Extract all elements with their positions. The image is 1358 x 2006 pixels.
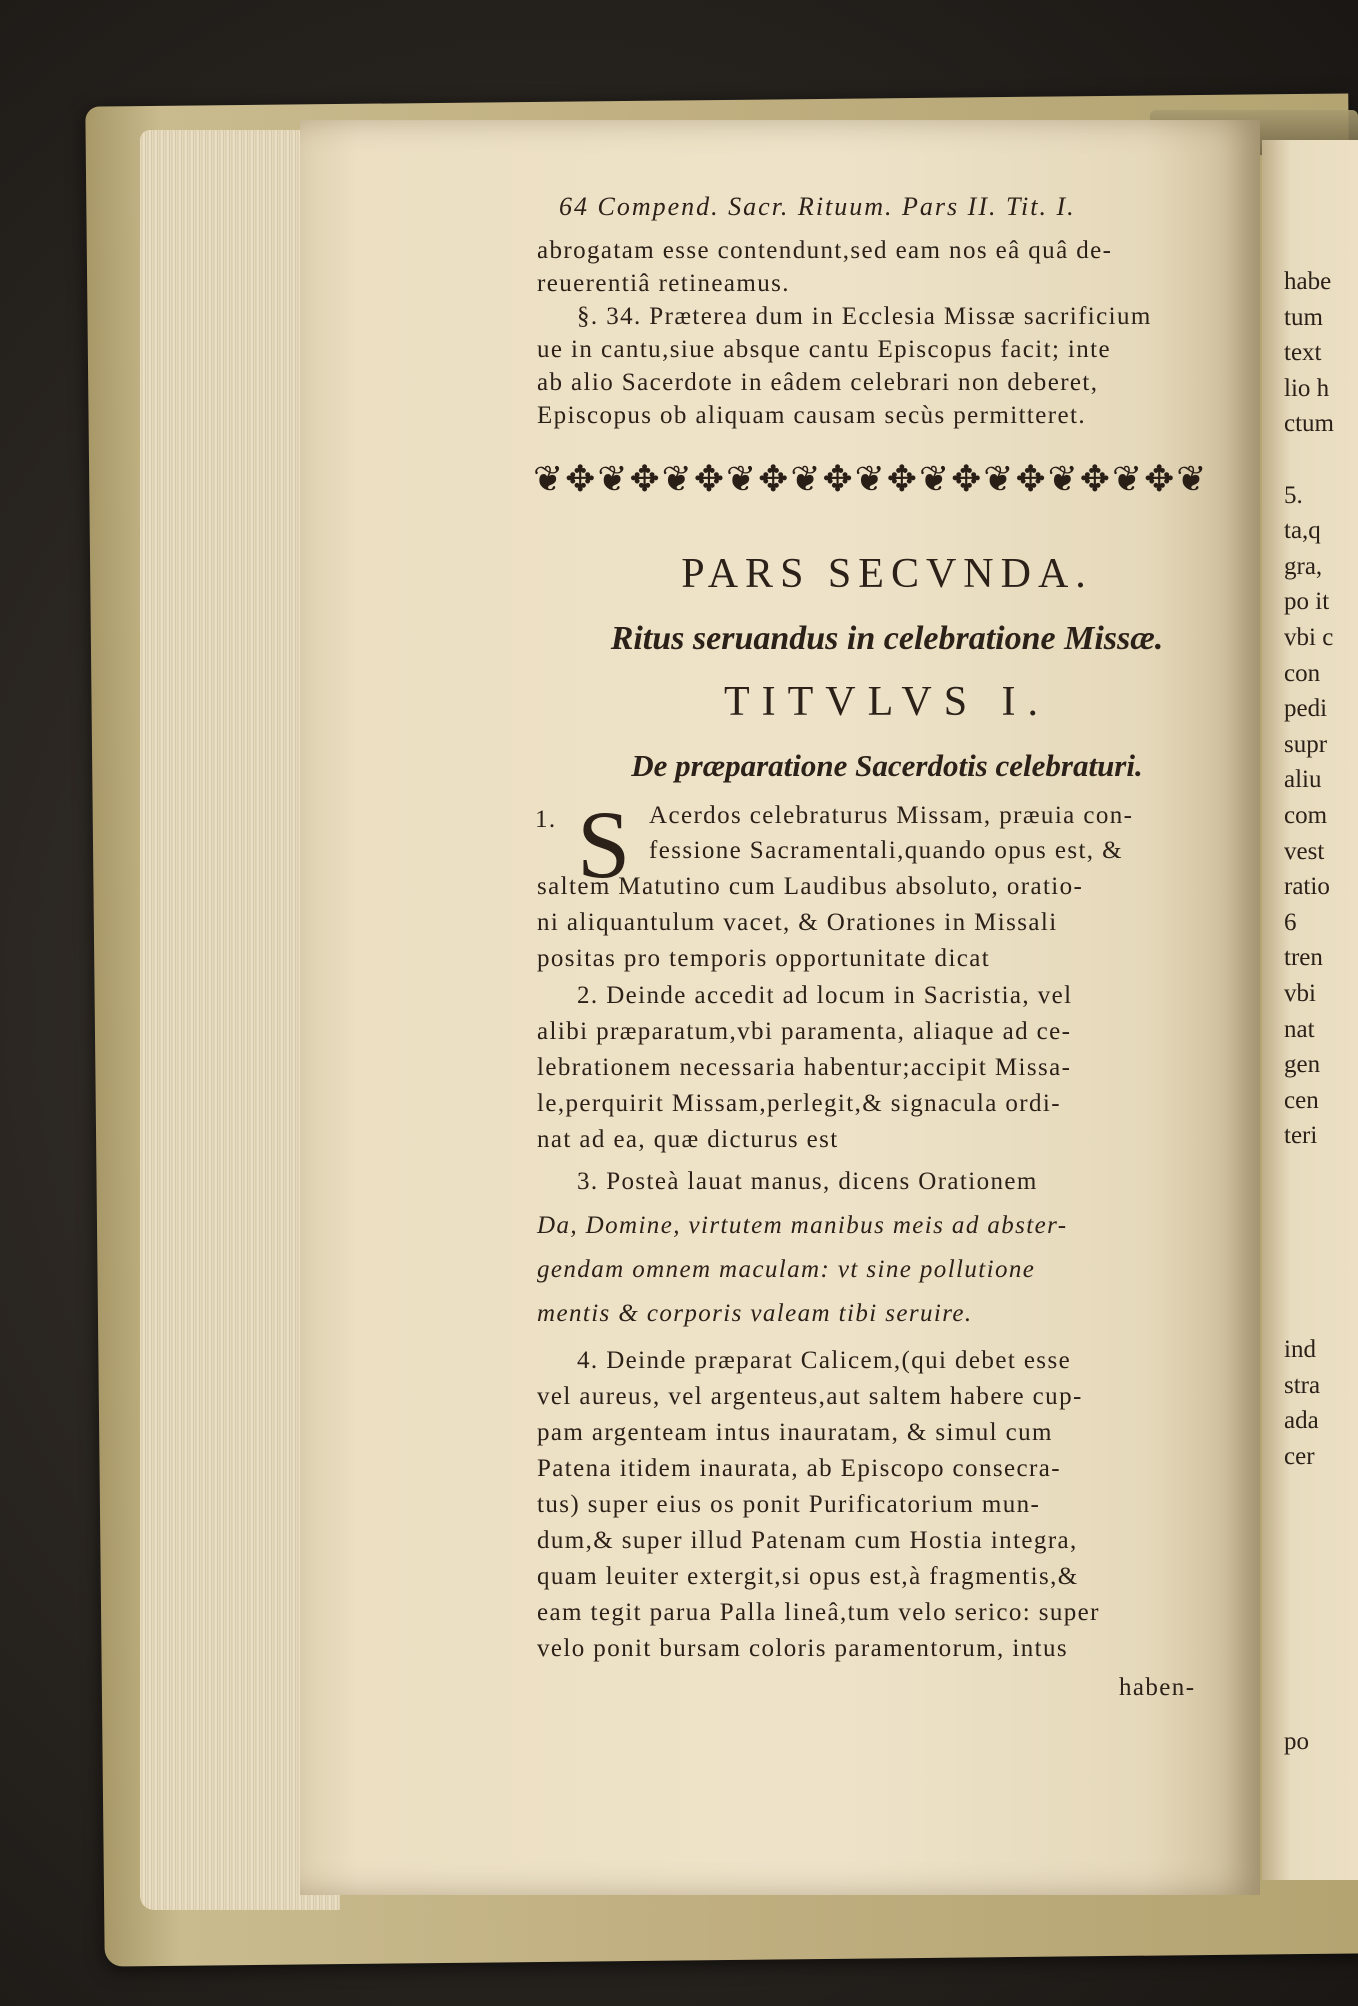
para2-line: nat ad ea, quæ dicturus est bbox=[537, 1126, 839, 1153]
intro-line: §. 34. Præterea dum in Ecclesia Missæ sacrificium bbox=[577, 303, 1152, 330]
para1-line: ni aliquantulum vacet, & Orationes in Missali bbox=[537, 909, 1058, 936]
running-head: 64 Compend. Sacr. Rituum. Pars II. Tit. I. bbox=[559, 192, 1076, 221]
para4-line: quam leuiter extergit,si opus est,à fragmentis,& bbox=[537, 1563, 1079, 1590]
right-page-line: lio h bbox=[1284, 374, 1330, 402]
intro-line: ue in cantu,siue absque cantu Episcopus facit; inte bbox=[537, 336, 1112, 363]
right-page-line: 6 bbox=[1284, 908, 1297, 936]
right-page-line: vbi c bbox=[1284, 624, 1334, 651]
para1-line: saltem Matutino cum Laudibus absoluto, oratio- bbox=[537, 873, 1084, 900]
para1-line: positas pro temporis opportunitate dicat bbox=[537, 945, 991, 972]
intro-line: Episcopus ob aliquam causam secùs permitteret. bbox=[537, 402, 1086, 429]
catchword: haben- bbox=[1119, 1674, 1196, 1701]
para3-line: gendam omnem maculam: vt sine pollutione bbox=[537, 1256, 1036, 1283]
para3-line: 3. Posteà lauat manus, dicens Orationem bbox=[577, 1168, 1038, 1195]
right-page bbox=[1262, 140, 1358, 1880]
right-page-line: gra, bbox=[1284, 552, 1323, 580]
right-page-line: con bbox=[1284, 659, 1321, 687]
right-page-line: ada bbox=[1284, 1407, 1319, 1435]
para4-line: eam tegit parua Palla lineâ,tum velo serico: super bbox=[537, 1599, 1100, 1626]
right-page-line: habe bbox=[1284, 268, 1332, 295]
right-page-line: pedi bbox=[1284, 695, 1328, 723]
drop-cap: S bbox=[577, 791, 631, 898]
intro-line: abrogatam esse contendunt,sed eam nos eâ quâ de- bbox=[537, 237, 1113, 264]
para4-line: pam argenteam intus inauratam, & simul cum bbox=[537, 1419, 1053, 1446]
right-page-line: ind bbox=[1284, 1336, 1316, 1363]
right-page-line: ta,q bbox=[1284, 517, 1321, 545]
right-page-line: ctum bbox=[1284, 410, 1334, 438]
intro-line: ab alio Sacerdote in eâdem celebrari non deberet, bbox=[537, 369, 1099, 396]
intro-line: reuerentiâ retineamus. bbox=[537, 270, 790, 297]
right-page-line: nat bbox=[1284, 1015, 1315, 1043]
para2-line: alibi præparatum,vbi paramenta, aliaque ad ce- bbox=[537, 1018, 1072, 1045]
right-page-line: tren bbox=[1284, 944, 1323, 972]
right-page-line: 5. bbox=[1284, 481, 1303, 509]
right-page-line: vest bbox=[1284, 837, 1325, 865]
para4-line: 4. Deinde præparat Calicem,(qui debet esse bbox=[577, 1347, 1072, 1374]
right-page-line: cer bbox=[1284, 1442, 1315, 1470]
right-page-line: com bbox=[1284, 802, 1328, 829]
right-page-line: supr bbox=[1284, 730, 1328, 758]
para2-line: 2. Deinde accedit ad locum in Sacristia, vel bbox=[577, 982, 1073, 1009]
para2-line: lebrationem necessaria habentur;accipit Missa- bbox=[537, 1054, 1072, 1081]
right-page-line: po bbox=[1284, 1727, 1309, 1755]
ornament-band: ❦✥❦✥❦✥❦✥❦✥❦✥❦✥❦✥❦✥❦✥❦ bbox=[533, 459, 1209, 499]
para4-line: vel aureus, vel argenteus,aut saltem habere cup- bbox=[537, 1383, 1083, 1410]
right-page-line: teri bbox=[1284, 1122, 1318, 1150]
paragraph-number: 1. bbox=[535, 806, 557, 833]
titulus-heading: TITVLVS I. bbox=[723, 679, 1051, 725]
para1-line: fessione Sacramentali,quando opus est, & bbox=[649, 837, 1123, 864]
right-page-line: tum bbox=[1284, 303, 1323, 331]
para4-line: dum,& super illud Patenam cum Hostia integra, bbox=[537, 1527, 1078, 1554]
right-page-line: text bbox=[1284, 339, 1322, 367]
para3-line: Da, Domine, virtutem manibus meis ad abster- bbox=[537, 1212, 1068, 1239]
part-title: PARS SECVNDA. bbox=[681, 551, 1093, 597]
para1-line: Acerdos celebraturus Missam, præuia con- bbox=[649, 802, 1134, 829]
right-page-line: cen bbox=[1284, 1086, 1319, 1114]
right-page-line: vbi bbox=[1284, 980, 1316, 1007]
titulus-subtitle: De præparatione Sacerdotis celebraturi. bbox=[631, 748, 1143, 783]
para3-line: mentis & corporis valeam tibi seruire. bbox=[537, 1300, 973, 1327]
right-page-line: ratio bbox=[1284, 873, 1330, 901]
right-page-line: aliu bbox=[1284, 766, 1322, 794]
right-page-line: stra bbox=[1284, 1371, 1321, 1399]
para2-line: le,perquirit Missam,perlegit,& signacula ordi- bbox=[537, 1090, 1062, 1117]
right-page-line: gen bbox=[1284, 1051, 1321, 1079]
right-page-line: po it bbox=[1284, 588, 1330, 616]
para4-line: tus) super eius os ponit Purificatorium mun- bbox=[537, 1491, 1041, 1518]
part-subtitle: Ritus seruandus in celebratione Missæ. bbox=[610, 620, 1164, 657]
para4-line: Patena itidem inaurata, ab Episcopo consecra- bbox=[537, 1455, 1061, 1482]
para4-line: velo ponit bursam coloris paramentorum, intus bbox=[537, 1635, 1068, 1662]
